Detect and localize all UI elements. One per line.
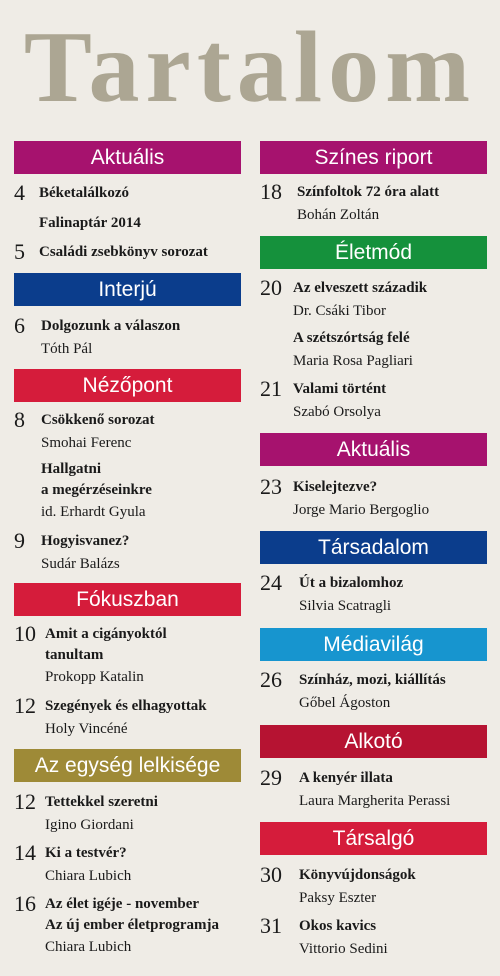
article-title[interactable]: Színház, mozi, kiállítás bbox=[299, 672, 446, 688]
section-header-mediavilag[interactable]: Médiavilág bbox=[260, 628, 487, 661]
page-number: 12 bbox=[14, 789, 36, 814]
page-number: 8 bbox=[14, 407, 25, 432]
page-number: 4 bbox=[14, 180, 25, 205]
article-author: Maria Rosa Pagliari bbox=[293, 353, 413, 369]
page-number: 26 bbox=[260, 667, 282, 692]
section-header-alkoto[interactable]: Alkotó bbox=[260, 725, 487, 758]
article-title[interactable]: A kenyér illata bbox=[299, 770, 393, 786]
article-author: Gőbel Ágoston bbox=[299, 695, 391, 711]
article-title[interactable]: A szétszórtság felé bbox=[293, 330, 410, 346]
section-header-fokuszban[interactable]: Fókuszban bbox=[14, 583, 241, 616]
article-author: Chiara Lubich bbox=[45, 939, 132, 955]
article-title[interactable]: Az új ember életprogramja bbox=[45, 917, 219, 933]
section-header-nezopont[interactable]: Nézőpont bbox=[14, 369, 241, 402]
article-author: Szabó Orsolya bbox=[293, 404, 381, 420]
article-author: id. Erhardt Gyula bbox=[41, 504, 146, 520]
article-author: Silvia Scatragli bbox=[299, 598, 392, 614]
article-author: Tóth Pál bbox=[41, 341, 93, 357]
page-number: 14 bbox=[14, 840, 36, 865]
article-title[interactable]: Hallgatni bbox=[41, 461, 102, 477]
article-author: Holy Vincéné bbox=[45, 721, 128, 737]
section-header-tarsadalom[interactable]: Társadalom bbox=[260, 531, 487, 564]
article-title[interactable]: Szegények és elhagyottak bbox=[45, 698, 207, 714]
article-author: Bohán Zoltán bbox=[297, 207, 380, 223]
article-author: Laura Margherita Perassi bbox=[299, 793, 451, 809]
article-author: Jorge Mario Bergoglio bbox=[293, 502, 430, 518]
article-author: Chiara Lubich bbox=[45, 868, 132, 884]
article-author: Igino Giordani bbox=[45, 817, 134, 833]
page-number: 6 bbox=[14, 313, 25, 338]
article-title[interactable]: Amit a cigányoktól bbox=[45, 626, 167, 642]
article-author: Sudár Balázs bbox=[41, 556, 120, 572]
article-title[interactable]: Könyvújdonságok bbox=[299, 867, 416, 883]
page-number: 21 bbox=[260, 376, 282, 401]
article-title[interactable]: Falinaptár 2014 bbox=[39, 215, 141, 231]
article-title[interactable]: Tettekkel szeretni bbox=[45, 794, 158, 810]
page-number: 30 bbox=[260, 862, 282, 887]
page-number: 31 bbox=[260, 913, 282, 938]
article-title[interactable]: Valami történt bbox=[293, 381, 387, 397]
page-number: 29 bbox=[260, 765, 282, 790]
page-number: 18 bbox=[260, 179, 282, 204]
page-number: 20 bbox=[260, 275, 282, 300]
article-title[interactable]: Okos kavics bbox=[299, 918, 377, 934]
page-number: 24 bbox=[260, 570, 282, 595]
article-title[interactable]: Dolgozunk a válaszon bbox=[41, 318, 181, 334]
section-header-aktualis[interactable]: Aktuális bbox=[260, 433, 487, 466]
article-title[interactable]: Az elveszett századik bbox=[293, 280, 428, 296]
article-title[interactable]: a megérzéseinkre bbox=[41, 482, 152, 498]
article-title[interactable]: Hogyisvanez? bbox=[41, 533, 130, 549]
article-title[interactable]: Csökkenő sorozat bbox=[41, 412, 155, 428]
article-title[interactable]: Családi zsebkönyv sorozat bbox=[39, 244, 208, 260]
page-number: 5 bbox=[14, 239, 25, 264]
article-title[interactable]: Béketalálkozó bbox=[39, 185, 129, 201]
article-title[interactable]: Út a bizalomhoz bbox=[299, 575, 404, 591]
page-number: 12 bbox=[14, 693, 36, 718]
article-title[interactable]: Színfoltok 72 óra alatt bbox=[297, 184, 440, 200]
article-author: Smohai Ferenc bbox=[41, 435, 132, 451]
article-title[interactable]: Ki a testvér? bbox=[45, 845, 127, 861]
page-title: Tartalom bbox=[23, 11, 477, 124]
article-author: Paksy Eszter bbox=[299, 890, 377, 906]
page-number: 9 bbox=[14, 528, 25, 553]
section-header-eletmod[interactable]: Életmód bbox=[260, 236, 487, 269]
article-author: Prokopp Katalin bbox=[45, 669, 144, 685]
page-number: 10 bbox=[14, 621, 36, 646]
page-number: 16 bbox=[14, 891, 36, 916]
section-header-az-egyseg-lelkisege[interactable]: Az egység lelkisége bbox=[14, 749, 241, 782]
article-title[interactable]: tanultam bbox=[45, 647, 104, 663]
article-author: Vittorio Sedini bbox=[299, 941, 388, 957]
section-header-szines-riport[interactable]: Színes riport bbox=[260, 141, 487, 174]
article-title[interactable]: Az élet igéje - november bbox=[45, 896, 200, 912]
section-header-aktualis[interactable]: Aktuális bbox=[14, 141, 241, 174]
page-number: 23 bbox=[260, 474, 282, 499]
article-author: Dr. Csáki Tibor bbox=[293, 303, 386, 319]
section-header-tarsalgo[interactable]: Társalgó bbox=[260, 822, 487, 855]
section-header-interju[interactable]: Interjú bbox=[14, 273, 241, 306]
article-title[interactable]: Kiselejtezve? bbox=[293, 479, 378, 495]
